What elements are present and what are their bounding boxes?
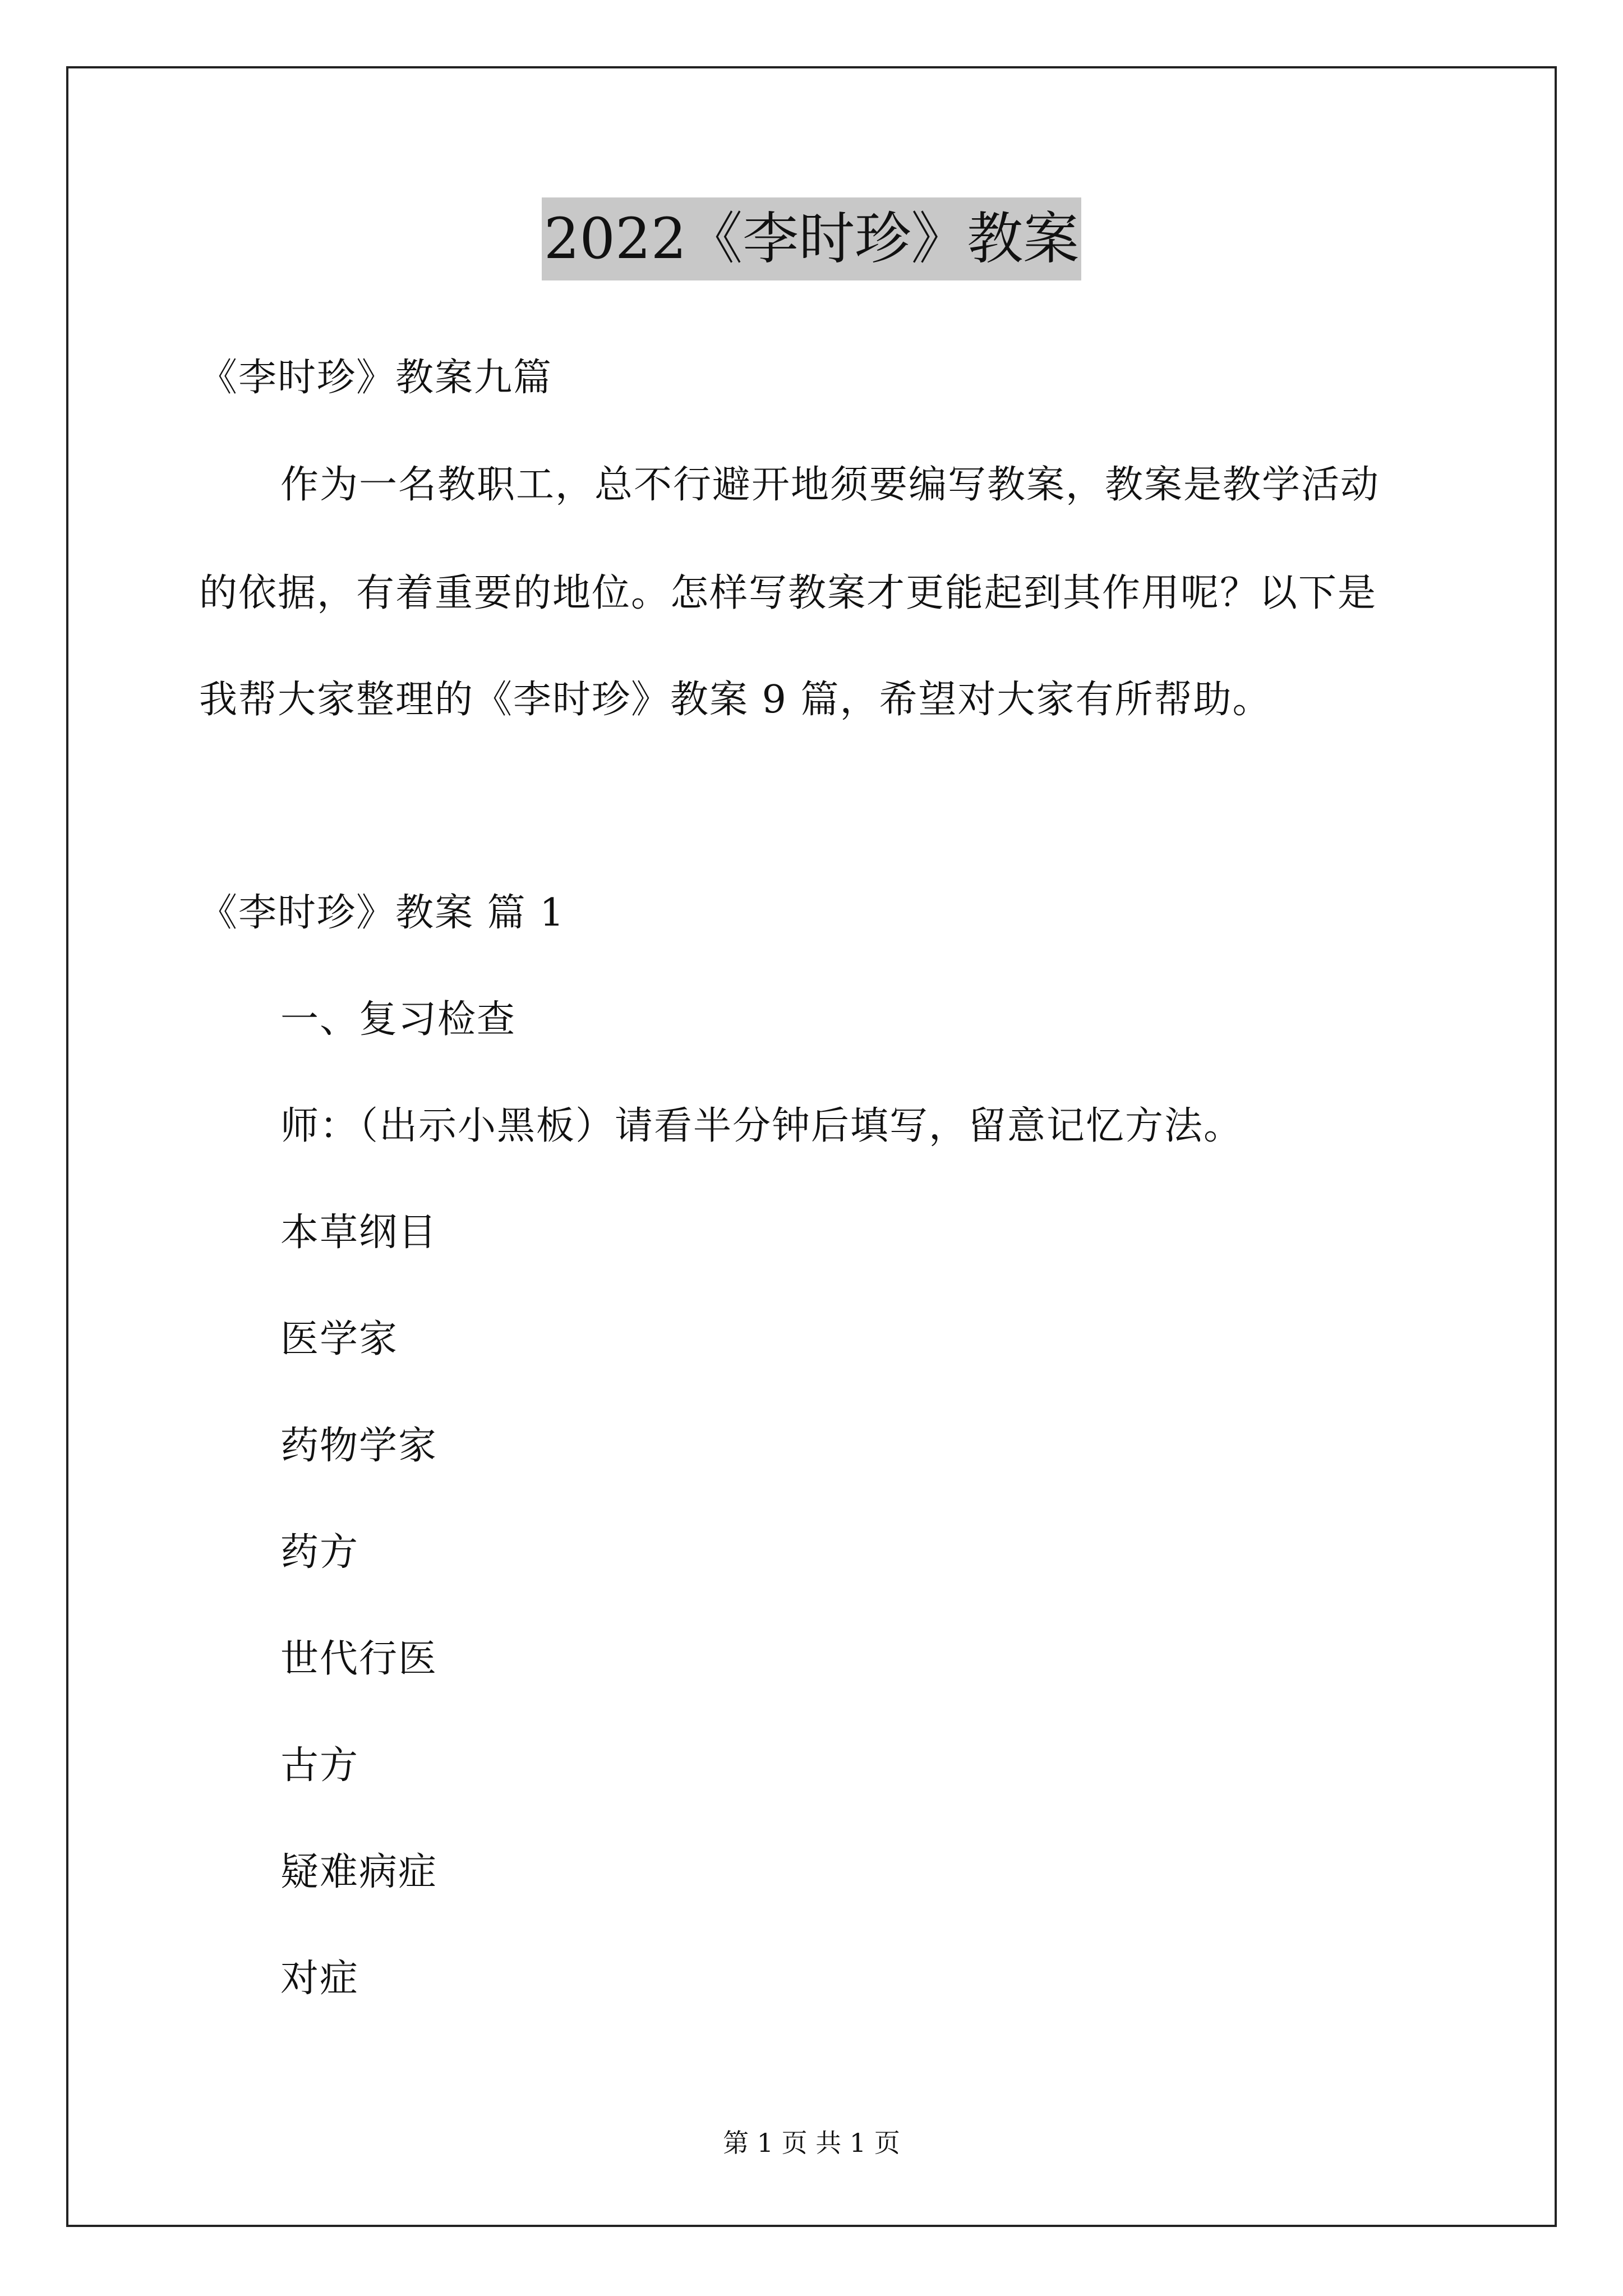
term-item: 药方 [280, 1530, 359, 1575]
document-subtitle: 《李时珍》教案九篇 [199, 356, 553, 400]
term-item: 疑难病症 [280, 1850, 438, 1894]
section-heading: 《李时珍》教案 篇 1 [199, 891, 565, 935]
intro-line-3: 我帮大家整理的《李时珍》教案 9 篇，希望对大家有所帮助。 [199, 678, 1272, 722]
term-item: 世代行医 [280, 1637, 438, 1681]
intro-line-2: 的依据，有着重要的地位。怎样写教案才更能起到其作用呢？以下是 [199, 571, 1377, 615]
intro-line-1: 作为一名教职工，总不行避开地须要编写教案，教案是教学活动 [280, 463, 1380, 507]
title-container [0, 197, 1623, 280]
page-footer: 第 1 页 共 1 页 [723, 2128, 900, 2158]
term-item: 医学家 [280, 1317, 399, 1361]
document-title: 2022《李时珍》教案 [542, 197, 1082, 280]
part-heading: 一、复习检查 [280, 997, 517, 1042]
term-item: 对症 [280, 1957, 359, 2001]
term-item: 本草纲目 [280, 1211, 438, 1255]
term-item: 药物学家 [280, 1424, 438, 1468]
term-item: 古方 [280, 1743, 359, 1788]
instruction-text: 师：（出示小黑板）请看半分钟后填写，留意记忆方法。 [280, 1104, 1243, 1148]
